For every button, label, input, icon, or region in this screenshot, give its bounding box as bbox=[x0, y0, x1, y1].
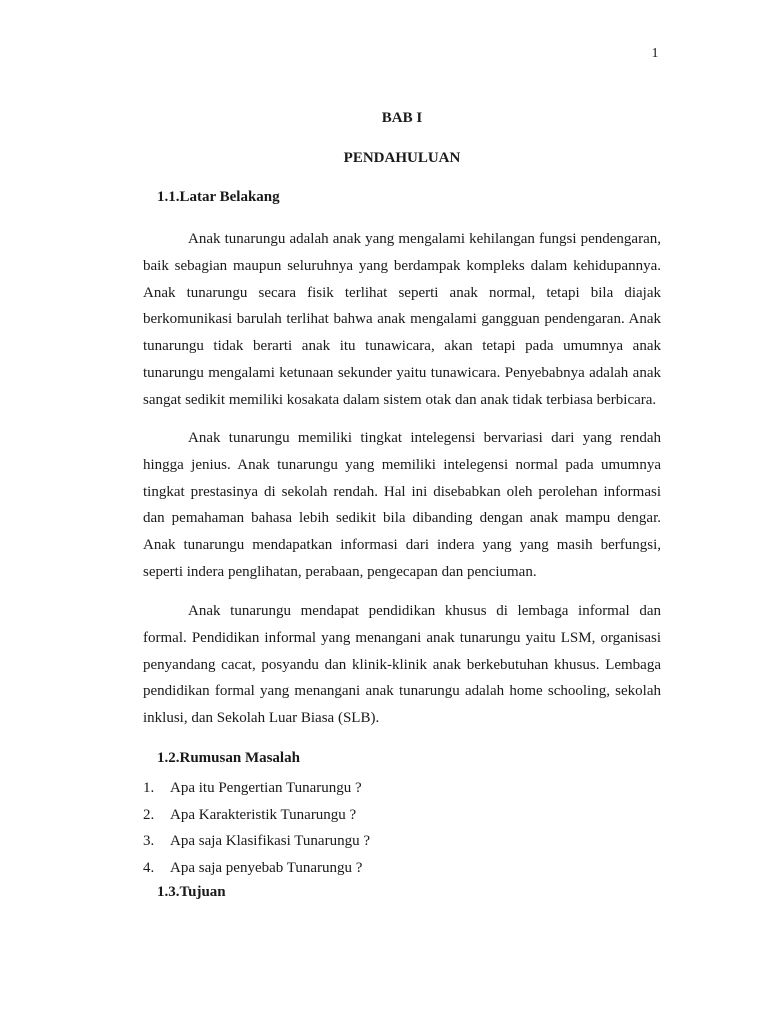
list-item-number: 1. bbox=[143, 780, 155, 796]
list-item bbox=[143, 828, 370, 855]
background-paragraph-2 bbox=[143, 425, 661, 586]
list-item-text: Apa itu Pengertian Tunarungu ? bbox=[170, 780, 362, 796]
chapter-title: PENDAHULUAN bbox=[343, 150, 461, 166]
problem-statement-list bbox=[143, 775, 370, 881]
list-item-number: 3. bbox=[143, 833, 155, 849]
list-item-text: Apa Karakteristik Tunarungu ? bbox=[170, 806, 357, 823]
background-paragraph-1 bbox=[143, 226, 661, 414]
paragraph-text: Anak tunarungu mendapat pendidikan khusus di lembaga informal dan formal. Pendidikan informal yang menangani anak tunarungu yaitu LSM, organisasi penyandang cacat, posyandu dan klinik-klinik anak berkebutuhan khusus. Lembaga pendidikan formal yang menangani anak tunarungu adalah home schooling, sekolah inklusi, dan Sekolah Luar Biasa (SLB). bbox=[143, 603, 661, 727]
paragraph-text: Anak tunarungu adalah anak yang mengalami kehilangan fungsi pendengaran, baik sebagian maupun seluruhnya yang berdampak kompleks dalam kehidupannya. Anak tunarungu secara fisik terlihat seperti anak normal, tetapi bila diajak berkomunikasi barulah terlihat bahwa anak mengalami gangguan pendengaran. Anak tunarungu tidak berarti anak itu tunawicara, akan tetapi pada umumnya anak tunarungu mengalami ketunaan sekunder yaitu tunawicara. Penyebabnya adalah anak sangat sedikit memiliki kosakata dalam sistem otak dan anak tidak terbiasa berbicara. bbox=[143, 231, 661, 408]
list-item-number: 4. bbox=[143, 859, 155, 876]
list-item-number: 2. bbox=[143, 806, 155, 823]
section-heading-problem-statement: 1.2.Rumusan Masalah bbox=[157, 750, 300, 766]
page-number: 1 bbox=[651, 46, 659, 61]
list-item-text: Apa saja penyebab Tunarungu ? bbox=[170, 859, 363, 876]
background-paragraph-3 bbox=[143, 598, 661, 732]
section-heading-background: 1.1.Latar Belakang bbox=[157, 189, 280, 205]
list-item bbox=[143, 775, 370, 802]
list-item bbox=[143, 855, 370, 882]
section-heading-objectives: 1.3.Tujuan bbox=[157, 884, 226, 900]
list-item bbox=[143, 802, 370, 829]
list-item-text: Apa saja Klasifikasi Tunarungu ? bbox=[170, 833, 370, 849]
paragraph-text: Anak tunarungu memiliki tingkat intelegensi bervariasi dari yang rendah hingga jenius. Anak tunarungu yang memiliki intelegensi normal pada umumnya tingkat prestasinya di sekolah rendah. Hal ini disebabkan oleh perolehan informasi dan pemahaman bahasa lebih sedikit bila dibanding dengan anak mampu dengar. Anak tunarungu mendapatkan informasi dari indera yang yang masih berfungsi, seperti indera penglihatan, perabaan, pengecapan dan penciuman. bbox=[143, 430, 661, 580]
chapter-label: BAB I bbox=[381, 110, 423, 126]
